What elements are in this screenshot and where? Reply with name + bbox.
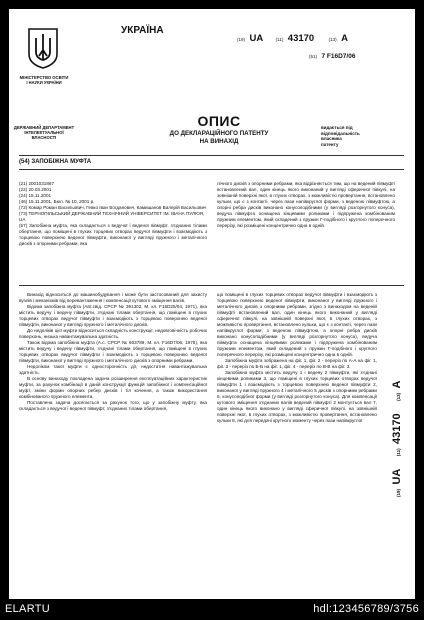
ministry-name: МІНІСТЕРСТВО ОСВІТИ І НАУКИ УКРАЇНИ (19, 75, 69, 85)
document-page (9, 9, 415, 599)
divider (19, 169, 404, 170)
country-name: УКРАЇНА (121, 25, 164, 36)
description-right-column: що поміщені в глухих торцевих отворах ведучої півмуфти і взаємодіють з торцевою поверхнею веденої півмуфти, виконаної у вигляді пружного і металічного дисків з опорними ребрами, згідно з винаходом на веденій півмуфті встановлений вал, один кінець якого виконаний у вигляді сферичної півкулі, на зовнішній поверхні якої, в глухих отворах, з можливістю провертання, встановлено кульки, що є з контакті, через пази напівкруглої форми, з веденою півмуфтою, а опорні ребра дисків виконано конусоподібними (у вигляді розгорнутого конуса), ведуча півмуфта оснащена кінцевими роликами і підпружена комбінованим пружним елементом, який складений з пружин Г-подібного і круглого поперечного перерізу, які розміщені концентрично одна в одній. Запобіжна муфта зображена на фіг. 1, фіг. 2 - переріз по А-А на фіг. 1, фіг. 3 - переріз по Б-Б на фіг. 1, фіг. 4 - переріз по В-В на фіг. 3. Запобіжна муфта містить ведучу 1 і ведену 2 півмуфти, які з'єднані кінцевими роликами 3, що поміщені в глухих торцевих отворах ведучої півмуфти 1 і взаємодіють з торцевою поверхнею веденої півмуфти 2, виконаної у вигляді пружного 4 і металічного 5 дисків з опорними ребрами 6, конусоподібної форми (у вигляді розгорнутого конуса). Для компенсації кутового зміщення з'єднаних валів ведений півмуфті 2 монтується вал 7, один кінець якого виконано у вигляді сферичної півкулі, на зовнішній поверхні якої, в глухих отворах, з можливістю провертання, встановлено кульки 8, які для передачі крутного моменту через пази напівкруглої (217, 292, 377, 423)
coat-of-arms-icon (26, 26, 60, 70)
bibliographic-data: (21) 2001031867 (22) 20.03.2001 (24) 15.11.2001 (46) 15.11.2001, Бюл. № 10, 2001 р. (72) Комар Роман Васильович, Гевко Іван Богданович, Камишанов Валерій Васильович (73) ТЕРНОПІЛЬСЬКИЙ ДЕРЖАВНИЙ ТЕХНІЧНИЙ УНІВЕРСИТЕТ ІМ. ІВАНА ПУЛЮЯ, UA (57) Запобіжна муфта, яка складається з ведучої і веденої півмуфт, з'єднаних тілами обертання, що поміщені в глухих торцевих отворах ведучої півмуфти і взаємодіють з торцевою поверхнею веденої півмуфти, виконаної у вигляді пружного і металічного дисків з опорними ребрами, яка (19, 181, 207, 246)
footer-handle: hdl:123456789/3756 (313, 603, 419, 615)
kind-note: видається під відповідальність власника патенту (321, 125, 360, 147)
footer-left-label: ELARTU (5, 603, 50, 615)
divider (19, 155, 404, 156)
department-name: ДЕРЖАВНИЙ ДЕПАРТАМЕНТ ІНТЕЛЕКТУАЛЬНОЇ ВЛАСНОСТІ (13, 125, 75, 140)
country-code: UA (249, 33, 264, 44)
divider (19, 285, 404, 286)
claim-text: лічного дисків з опорними ребрами, яка відрізняється тим, що на ведений півмуфті встановлений вал, один кінець якого виконаний у вигляді сферичної півкулі, на зовнішній поверхні якої, в глухих отворах, з можливістю провертання, встановлено кульки, що є з контакті, через пази напівкруглої форми, з веденою півмуфтою, а опорні ребра дисків виконано конусоподібними (у вигляді розгорнутого конуса), ведуча півмуфта оснащена кінцевими роликами і підпружена комбінованим пружним елементом, який складений з пружин Г-подібного і круглого поперечного перерізу, які розміщені концентрично одна в одній. (217, 181, 395, 228)
ipc-classification: (51) 7 F16D7/06 (309, 53, 356, 60)
document-subtitle: ДО ДЕКЛАРАЦІЙНОГО ПАТЕНТУ НА ВИНАХІД (169, 130, 269, 145)
document-title: ОПИС (197, 113, 241, 129)
patent-number: 43170 (287, 33, 315, 44)
footer-bar (0, 599, 424, 620)
patent-identifiers: (19) UA (11) 43170 (13) A (237, 33, 348, 44)
invention-title: (54) ЗАПОБІЖНА МУФТА (19, 159, 92, 165)
description-left-column: Винахід відноситься до машинобудування і може бути застосований для захисту вузлів і механізмів від перевантаження і компенсації кутового зміщення валів. Відома запобіжна муфта (Авт.свід. СРСР № 391302, М. кл. F16D25/04, 1971), яка містить ведучу і ведену півмуфти, з'єднані тілами обертання, що поміщені в глухих торцевих отворах ведучої півмуфти і взаємодіють з торцевою поверхнею веденої півмуфти, виконаної у вигляді пружного і металічного дисків. До недоліків цієї муфти відноситься складність конструкції, недовговічність робочих поверхонь, низька навантажувальна здатність. Також відома запобіжна муфта (А.с. СРСР № 603789, М. кл. F16D7/06, 1978), яка містить ведучу і ведену півмуфти, з'єднані тілами обертання, що поміщені в глухих торцевих отворах ведучої півмуфти і взаємодіють з торцевою поверхнею веденої півмуфти, виконаної у вигляді пружного і металічного дисків з опорними ребрами. Недоліком такої муфти є односторонність дії, недостатня навантажувальна здатність. В основу винаходу покладена задача розширення експлуатаційних характеристик муфти, за рахунок комбінації в даній конструкції функцій запобіжної і компенсаційної муфт, зміни форми опорних ребер дисків і тіл кочення, а також використання комбінованого пружного елемента. Поставлена задача досягається за рахунок того, що у запобіжну муфту, яка складається з ведучої і веденої півмуфт, з'єднаних тілами обертання, (19, 292, 207, 411)
vertical-patent-code: (19) UA (11) 43170 (13) A (391, 380, 403, 497)
kind-code: A (341, 33, 348, 44)
